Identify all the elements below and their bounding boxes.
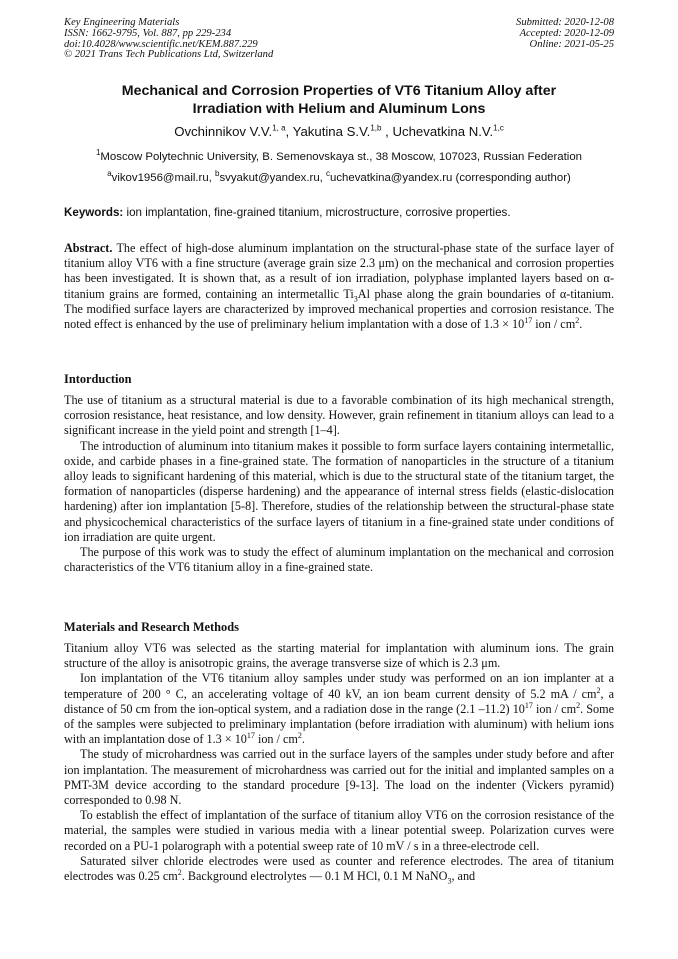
methods-p2-e: ion / cm xyxy=(254,732,298,747)
online-date: Online: 2021-05-25 xyxy=(529,38,614,50)
dates-header xyxy=(516,18,614,50)
methods-p2-f: . xyxy=(301,732,305,747)
abstract-sup-2: 2 xyxy=(575,315,580,325)
methods-p2-b: , a distance of 50 cm from the ion-optical system, and a radiation dose in the range (2.1 –11.2) 10 xyxy=(64,686,614,716)
methods-paragraph-2 xyxy=(64,671,614,747)
abstract-text-3: ion / cm xyxy=(532,317,576,332)
accepted-date: Accepted: 2020-12-09 xyxy=(519,27,614,39)
abstract-sup-17: 17 xyxy=(524,315,533,325)
methods-p5-c: , and xyxy=(451,869,476,884)
author-2-sup: 1,b xyxy=(370,123,382,133)
methods-p2-sup-1: 2 xyxy=(596,685,601,695)
title-line-1: Mechanical and Corrosion Properties of VT6 Titanium Alloy after xyxy=(121,83,557,99)
intro-paragraph-2: The introduction of aluminum into titanium makes it possible to form surface layers containing intermetallic, oxide, and carbide phases in a fine-grained state. The formation of nanoparticles in the structure of a titanium alloy leads to significant hardening of this material, which is due to the structural state of the titanium target, the formation of nanoparticles (disperse hardening) and the appearance of internal stress fields (elastic-dislocation hardening) after ion implantation [5-8]. Therefore, studies of the relationship between the structural-phase state and physicochemical characteristics of the surface layers of titanium in a fine-grained state under conditions of ion irradiation are quite urgent. xyxy=(64,438,614,544)
intro-paragraph-1: The use of titanium as a structural material is due to a favorable combination of its high mechanical strength, corrosion resistance, heat resistance, and low density. However, grain refinement in titanium alloys can lead to a significant increase in the yield point and strength [1–4]. xyxy=(64,393,614,438)
methods-p2-a: Ion implantation of the VT6 titanium alloy samples under study was performed on an ion implanter at a temperature of 200 ° C, an accelerating voltage of 40 kV, an ion beam current density of 5.2 mA / cm xyxy=(64,671,614,701)
affiliation-sup: 1 xyxy=(95,148,101,158)
email-c-sup: c xyxy=(326,169,331,179)
methods-p5-b: . Background electrolytes — 0.1 M HCl, 0.1 M NaNO xyxy=(181,869,448,884)
methods-p5-sub: 3 xyxy=(447,876,452,886)
abstract-text-1: The effect of high-dose aluminum implantation on the structural-phase state of the surface layer of titanium alloy VT6 with a fine structure (average grain size 2.3 μm) on the mechanical and corrosion properties has been investigated. It is shown that, as a result of ion irradiation, polyphase implanted layers based on α-titanium grains are formed, containing an intermetallic Ti xyxy=(64,241,614,301)
author-2: Yakutina S.V. xyxy=(292,124,371,139)
abstract-label: Abstract. xyxy=(64,241,113,255)
keywords-label: Keywords: xyxy=(64,206,124,219)
email-b: svyakut@yandex.ru, xyxy=(219,172,327,184)
author-3-sup: 1,c xyxy=(493,123,504,133)
methods-p2-sup-3: 2 xyxy=(576,700,581,710)
author-3: Uchevatkina N.V. xyxy=(392,124,494,139)
author-1: Ovchinnikov V.V. xyxy=(174,124,273,139)
abstract xyxy=(64,241,614,332)
title-line-2: Irradiation with Helium and Aluminum Lons xyxy=(192,101,486,117)
journal-header xyxy=(64,18,273,61)
affiliation xyxy=(30,150,648,164)
author-list: Ovchinnikov V.V.$^{1, a}$, Yakutina S.V.$^{1,b}$ , Uchevatkina N.V.$^{1,c}$ xyxy=(174,123,504,139)
email-b-sup: b xyxy=(215,169,220,179)
methods-p2-sup-4: 17 xyxy=(246,731,255,741)
journal-issn: ISSN: 1662-9795, Vol. 887, pp 229-234 xyxy=(64,27,232,39)
affiliation-text: Moscow Polytechnic University, B. Semenovskaya st., 38 Moscow, 107023, Russian Federation xyxy=(100,151,583,163)
intro-paragraph-3: The purpose of this work was to study the effect of aluminum implantation on the mechanical and corrosion characteristics of the VT6 titanium alloy in a fine-grained state. xyxy=(64,545,614,575)
submitted-date: Submitted: 2020-12-08 xyxy=(516,17,614,28)
abstract-text-2: Al phase along the grain boundaries of α-titanium. The modified surface layers are characterized by improved mechanical properties and corrosion resistance. The noted effect is enhanced by the use of preliminary helium implantation with a dose of 1.3 × 10 xyxy=(64,286,614,332)
methods-p2-c: ion / cm xyxy=(532,701,577,716)
introduction-section xyxy=(64,393,614,575)
abstract-text-4: . xyxy=(579,317,583,332)
methods-paragraph-5 xyxy=(64,854,614,884)
abstract-paragraph xyxy=(64,241,614,332)
journal-doi: doi:10.4028/www.scientific.net/KEM.887.229 xyxy=(64,38,258,50)
paper-title xyxy=(40,82,638,118)
methods-paragraph-4: To establish the effect of implantation of the surface of titanium alloy VT6 on the corrosion resistance of the material, the samples were studied in various media with a linear potential sweep. Polarization curves were recorded on a PU-1 polarograph with a potential sweep rate of 10 mV / s in a three-electrode cell. xyxy=(64,808,614,853)
methods-p2-d: . Some of the samples were subjected to preliminary implantation (before irradiation with aluminum) with helium ions with an implantation dose of 1.3 × 10 xyxy=(64,701,614,747)
email-c: uchevatkina@yandex.ru (corresponding author) xyxy=(330,172,571,184)
email-a-sup: a xyxy=(107,169,112,179)
abstract-sub-3: 3 xyxy=(353,294,358,304)
methods-p2-sup-2: 17 xyxy=(524,700,533,710)
keywords-text: ion implantation, fine-grained titanium, microstructure, corrosive properties. xyxy=(123,206,511,219)
journal-copyright: © 2021 Trans Tech Publications Ltd, Switzerland xyxy=(64,49,274,61)
methods-p2-sup-5: 2 xyxy=(297,731,302,741)
methods-paragraph-1: Titanium alloy VT6 was selected as the starting material for implantation with aluminum ions. The grain structure of the alloy is anisotropic grains, the average transverse size of which is 2.3 μm. xyxy=(64,641,614,671)
methods-section xyxy=(64,641,614,884)
author-emails xyxy=(30,171,648,185)
methods-paragraph-3: The study of microhardness was carried out in the surface layers of the samples under study before and after ion implantation. The measurement of microhardness was carried out for the initial and implanted samples on a PMT-3M device according to the standard procedure [9-13]. The load on the indenter (Vickers pyramid) corresponded to 0.98 N. xyxy=(64,747,614,808)
email-a: vikov1956@mail.ru, xyxy=(111,172,216,184)
author-1-sup: 1, a xyxy=(272,123,286,133)
methods-p5-sup: 2 xyxy=(177,867,182,877)
keywords xyxy=(64,205,624,220)
section-heading-introduction: Intorduction xyxy=(64,372,132,386)
section-heading-methods: Materials and Research Methods xyxy=(64,620,239,634)
journal-name: Key Engineering Materials xyxy=(64,17,180,28)
methods-p5-a: Saturated silver chloride electrodes were used as counter and reference electrodes. The area of titanium electrodes was 0.25 cm xyxy=(64,853,614,884)
